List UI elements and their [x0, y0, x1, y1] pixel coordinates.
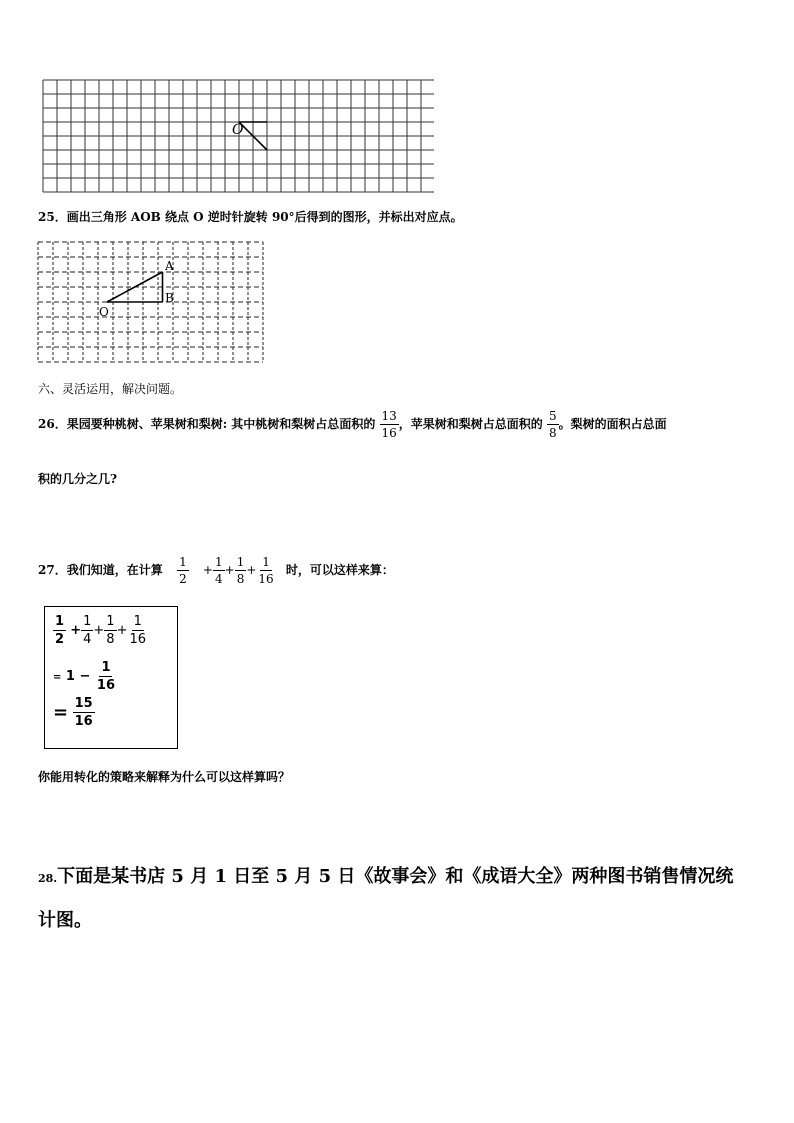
fraction-numerator: 1 — [236, 555, 245, 569]
box-step-row — [53, 661, 117, 692]
fraction-numerator: 1 — [101, 660, 111, 675]
fraction-numerator: 5 — [549, 409, 557, 423]
fraction-1-8 — [104, 615, 116, 646]
question-text-line1: 下面是某书店 5 月 1 日至 5 月 5 日《故事会》和《成语大全》两种图书销售情况统 — [57, 866, 734, 887]
question-28 — [38, 862, 768, 888]
calculation-box — [44, 606, 178, 749]
question-number: 25． — [38, 210, 67, 224]
box-sum-row — [53, 615, 148, 646]
fraction-denominator: 2 — [179, 572, 187, 586]
plus-sign: + — [246, 563, 257, 577]
section-6-title: 六、灵活运用，解决问题。 — [38, 382, 183, 396]
fraction-13-16 — [380, 410, 399, 439]
plus-sign: + — [70, 623, 82, 638]
fraction-numerator: 1 — [262, 555, 270, 569]
question-27 — [38, 556, 394, 585]
fraction-numerator: 1 — [55, 614, 65, 629]
box-result-row — [53, 697, 95, 728]
fraction-1-16 — [256, 556, 275, 585]
question-26-line2: 积的几分之几? — [38, 472, 118, 486]
plus-sign: + — [93, 623, 105, 638]
fraction-1-4 — [81, 615, 93, 646]
fraction-numerator: 13 — [381, 409, 397, 423]
fraction-denominator: 16 — [381, 426, 397, 440]
fraction-15-16 — [73, 697, 95, 728]
fraction-1-2 — [177, 556, 189, 585]
plus-sign: + — [202, 563, 213, 577]
label-a: A — [165, 259, 174, 273]
fraction-1-4 — [213, 556, 225, 585]
fraction-denominator: 16 — [74, 714, 93, 729]
label-b: B — [165, 291, 174, 305]
fraction-denominator: 2 — [55, 632, 65, 647]
question-number: 28. — [38, 872, 58, 885]
question-intro: 我们知道，在计算 — [66, 563, 163, 577]
question-25 — [38, 208, 463, 225]
question-text-part1: 果园要种桃树、苹果树和梨树: 其中桃树和梨树占总面积的 — [66, 417, 376, 431]
question-26 — [38, 410, 768, 439]
fraction-1-2 — [53, 615, 66, 646]
fraction-1-16 — [95, 661, 117, 692]
question-text: 画出三角形 AOB 绕点 O 逆时针旋转 90°后得到的图形，并标出对应点。 — [66, 210, 463, 224]
question-text-part3: 。梨树的面积占总面 — [558, 417, 667, 431]
fraction-1-8 — [235, 556, 247, 585]
fraction-denominator: 4 — [83, 632, 92, 647]
fraction-denominator: 8 — [236, 572, 245, 586]
one-minus: 1 − — [65, 669, 91, 684]
fraction-numerator: 1 — [133, 614, 142, 629]
fraction-numerator: 15 — [74, 696, 93, 711]
fraction-numerator: 1 — [106, 614, 115, 629]
fraction-5-8 — [547, 410, 559, 439]
fraction-denominator: 8 — [549, 426, 557, 440]
fraction-1-16 — [127, 615, 148, 646]
question-number: 27． — [38, 563, 67, 577]
equals-sign: = — [53, 702, 69, 723]
fraction-numerator: 1 — [179, 555, 187, 569]
question-after: 时，可以这样来算： — [285, 563, 394, 577]
question-text-part2: ，苹果树和梨树占总面积的 — [398, 417, 543, 431]
plus-sign: + — [224, 563, 235, 577]
question-number: 26． — [38, 417, 67, 431]
fraction-denominator: 16 — [258, 572, 274, 586]
grid1-label-o: O — [232, 122, 244, 138]
question-28-line2: 计图。 — [38, 910, 92, 931]
rotation-grid-2 — [36, 240, 270, 370]
question-27-followup: 你能用转化的策略来解释为什么可以这样算吗？ — [38, 770, 291, 784]
fraction-denominator: 8 — [106, 632, 115, 647]
fraction-numerator: 1 — [214, 555, 223, 569]
plus-sign: + — [116, 623, 128, 638]
label-o: O — [99, 305, 109, 319]
equals-sign: = — [53, 672, 62, 683]
fraction-denominator: 4 — [214, 572, 223, 586]
fraction-denominator: 16 — [96, 678, 116, 693]
fraction-denominator: 16 — [129, 632, 147, 647]
fraction-numerator: 1 — [83, 614, 92, 629]
